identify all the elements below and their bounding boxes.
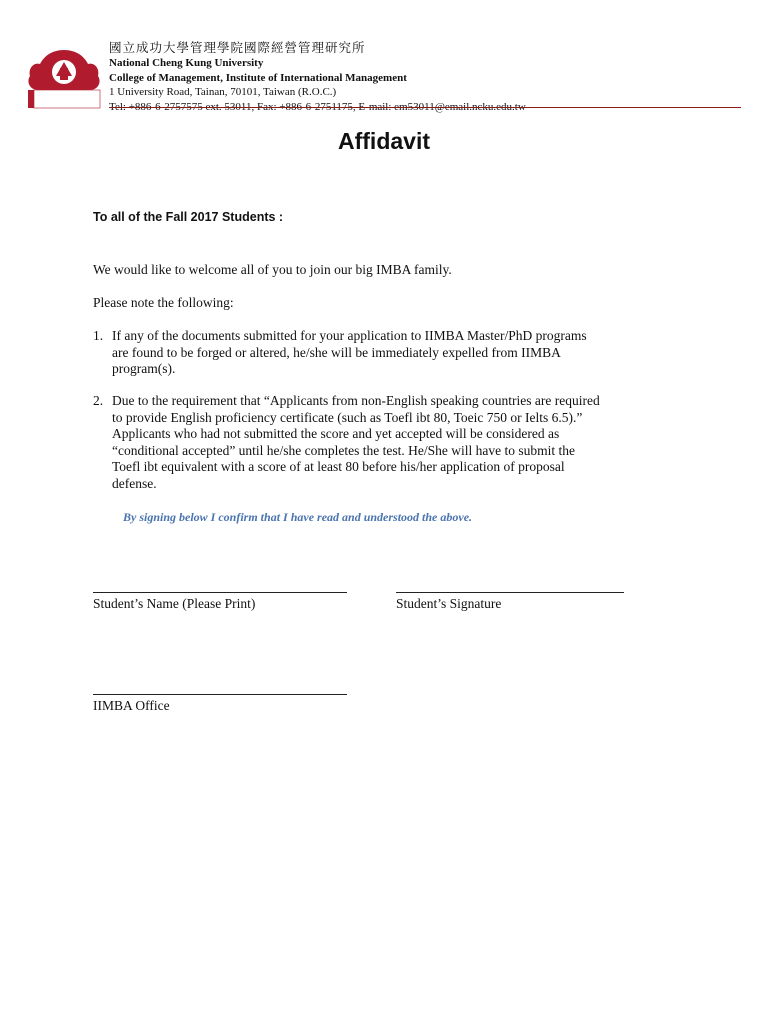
list-item-line: “conditional accepted” until he/she completes the test. He/She will have to submit the	[112, 442, 575, 458]
list-item-line: defense.	[112, 475, 157, 491]
list-item-line: If any of the documents submitted for your application to IIMBA Master/PhD programs	[112, 328, 587, 343]
document-title: Affidavit	[338, 128, 430, 154]
confirmation-statement: By signing below I confirm that I have read and understood the above.	[123, 510, 473, 524]
list-item-2	[93, 393, 693, 492]
student-signature-line[interactable]	[396, 592, 624, 593]
list-item-line: to provide English proficiency certificate (such as Toefl ibt 80, Toeic 750 or Ielts 6.5).”	[112, 409, 583, 425]
letterhead	[24, 40, 744, 112]
list-item-line: Due to the requirement that “Applicants from non-English speaking countries are required	[112, 393, 600, 408]
list-item-1	[93, 328, 693, 378]
institute-name: College of Management, Institute of International Management	[109, 71, 407, 84]
office-label: IIMBA Office	[93, 698, 170, 713]
address: 1 University Road, Tainan, 70101, Taiwan (R.O.C.)	[109, 86, 337, 98]
student-name-line[interactable]	[93, 592, 347, 593]
letterhead-text	[109, 40, 526, 114]
salutation: To all of the Fall 2017 Students :	[93, 210, 284, 224]
list-item-number: 2.	[93, 393, 104, 408]
welcome-text: We would like to welcome all of you to join our big IMBA family.	[93, 262, 452, 277]
list-item-line: program(s).	[112, 361, 176, 376]
note-intro: Please note the following:	[93, 295, 234, 310]
contact-info: Tel: +886-6-2757575 ext. 53011, Fax: +886-6-2751175, E-mail: em53011@email.ncku.edu.tw	[109, 100, 526, 113]
institute-logo	[24, 46, 104, 110]
letterhead-rule	[109, 107, 741, 108]
office-signature-line[interactable]	[93, 694, 347, 695]
student-name-label: Student’s Name (Please Print)	[93, 596, 256, 611]
list-item-number: 1.	[93, 328, 104, 343]
student-signature-label: Student’s Signature	[396, 596, 502, 611]
list-item-line: Applicants who had not submitted the score and yet accepted will be considered as	[112, 426, 560, 441]
list-item-line: are found to be forged or altered, he/she will be immediately expelled from IIMBA	[112, 344, 561, 360]
university-name: National Cheng Kung University	[109, 57, 264, 69]
list-item-line: Toefl ibt equivalent with a score of at least 80 before his/her application of proposal	[112, 459, 565, 474]
chinese-institute-name: 國立成功大學管理學院國際經營管理研究所	[109, 40, 366, 55]
